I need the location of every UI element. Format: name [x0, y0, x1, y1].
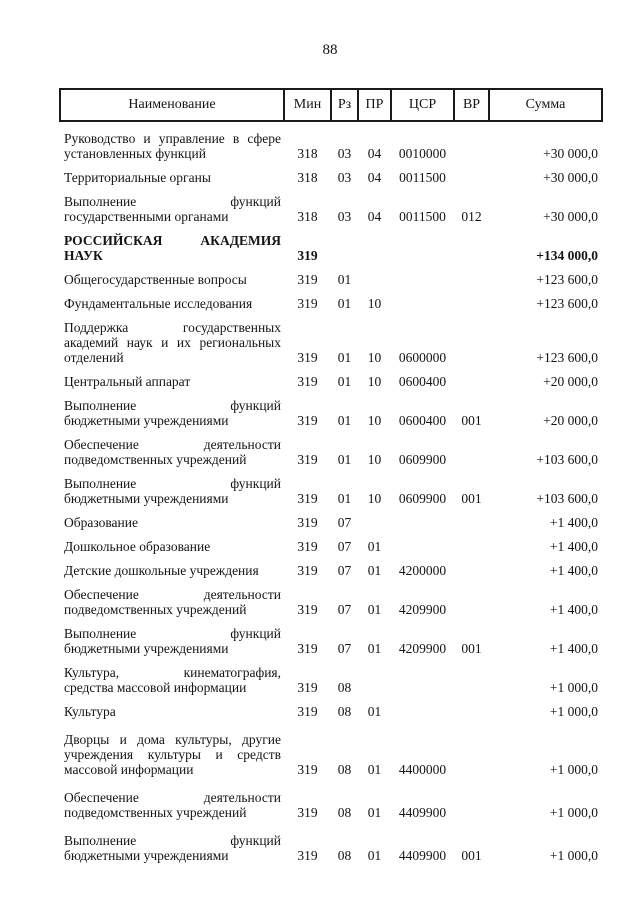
cell-pr: 01: [367, 602, 382, 617]
cell-csr: [391, 506, 454, 530]
cell-vr: [454, 530, 489, 554]
cell-pr: 10: [367, 452, 382, 467]
cell-pr: 01: [367, 704, 382, 719]
name-line: Дворцы и дома культуры, другие: [64, 732, 281, 747]
cell-rz: 01: [337, 491, 352, 506]
cell-vr: [454, 656, 489, 695]
name-line: бюджетными учреждениями: [64, 641, 229, 656]
cell-min: 319: [297, 848, 318, 863]
name-line: бюджетными учреждениями: [64, 413, 229, 428]
name-line: Выполнение функций: [64, 833, 281, 848]
cell-min: 319: [297, 563, 318, 578]
cell-csr: 0609900: [398, 452, 447, 467]
cell-name: [60, 121, 284, 161]
cell-rz: 01: [337, 374, 352, 389]
cell-name: [60, 389, 284, 428]
table-row: [60, 185, 602, 224]
cell-vr: [454, 311, 489, 365]
table-row: [60, 719, 602, 777]
cell-csr: 4209900: [398, 602, 447, 617]
cell-rz: [331, 224, 358, 263]
cell-pr: 04: [367, 209, 382, 224]
name-line: подведомственных учреждений: [64, 602, 247, 617]
cell-pr: [358, 224, 391, 263]
cell-csr: [391, 530, 454, 554]
cell-rz: 08: [337, 680, 352, 695]
cell-sum: +134 000,0: [536, 248, 598, 263]
table-row: [60, 554, 602, 578]
cell-vr: [454, 224, 489, 263]
cell-min: 319: [297, 413, 318, 428]
cell-min: 319: [297, 704, 318, 719]
name-line: бюджетными учреждениями: [64, 848, 229, 863]
cell-name: [60, 554, 284, 578]
cell-csr: 0600000: [398, 350, 447, 365]
name-line: Фундаментальные исследования: [64, 296, 253, 311]
table-header: [60, 89, 602, 121]
cell-pr: [358, 506, 391, 530]
name-line: Выполнение функций: [64, 626, 281, 641]
cell-rz: 01: [337, 296, 352, 311]
cell-rz: 08: [337, 762, 352, 777]
cell-min: 319: [297, 374, 318, 389]
cell-pr: 04: [367, 170, 382, 185]
table-row: [60, 263, 602, 287]
cell-vr: 012: [461, 209, 482, 224]
cell-rz: 07: [337, 602, 352, 617]
cell-sum: +1 000,0: [549, 680, 598, 695]
cell-sum: +123 600,0: [536, 350, 598, 365]
cell-csr: 0011500: [399, 209, 446, 224]
name-line: РОССИЙСКАЯ АКАДЕМИЯ: [64, 233, 281, 248]
name-line: бюджетными учреждениями: [64, 491, 229, 506]
cell-vr: [454, 777, 489, 820]
cell-name: [60, 695, 284, 719]
cell-rz: 07: [337, 563, 352, 578]
cell-min: 319: [297, 680, 318, 695]
cell-name: [60, 263, 284, 287]
cell-vr: [454, 287, 489, 311]
cell-name: [60, 820, 284, 863]
cell-min: 319: [297, 296, 318, 311]
cell-min: 319: [297, 539, 318, 554]
cell-rz: 01: [337, 350, 352, 365]
table-row: [60, 121, 602, 161]
cell-pr: 10: [367, 350, 382, 365]
cell-rz: 07: [337, 641, 352, 656]
table-row: [60, 467, 602, 506]
name-line: Поддержка государственных: [64, 320, 281, 335]
cell-vr: 001: [461, 641, 482, 656]
cell-rz: 08: [337, 805, 352, 820]
cell-csr: [391, 263, 454, 287]
column-header-csr: ЦСР: [391, 89, 454, 121]
cell-min: 319: [297, 452, 318, 467]
cell-min: 319: [297, 350, 318, 365]
table-row: [60, 777, 602, 820]
cell-pr: 10: [367, 374, 382, 389]
cell-rz: 08: [337, 704, 352, 719]
cell-name: [60, 506, 284, 530]
name-line: Выполнение функций: [64, 194, 281, 209]
cell-vr: [454, 428, 489, 467]
cell-vr: [454, 161, 489, 185]
table-row: [60, 617, 602, 656]
cell-csr: 0010000: [398, 146, 447, 161]
cell-pr: 10: [367, 491, 382, 506]
cell-pr: 01: [367, 641, 382, 656]
cell-name: [60, 530, 284, 554]
cell-vr: [454, 554, 489, 578]
table-row: [60, 656, 602, 695]
cell-sum: +20 000,0: [543, 374, 598, 389]
cell-rz: 08: [337, 848, 352, 863]
cell-pr: [358, 263, 391, 287]
name-line: подведомственных учреждений: [64, 805, 247, 820]
name-line: Культура: [64, 704, 116, 719]
cell-min: 319: [297, 248, 318, 263]
cell-name: [60, 777, 284, 820]
cell-rz: 01: [337, 272, 352, 287]
cell-min: 319: [297, 805, 318, 820]
cell-sum: +30 000,0: [543, 170, 598, 185]
name-line: Выполнение функций: [64, 398, 281, 413]
table-row: [60, 506, 602, 530]
cell-pr: 01: [367, 563, 382, 578]
column-header-name: Наименование: [60, 89, 284, 121]
cell-sum: +123 600,0: [536, 272, 598, 287]
name-line: средства массовой информации: [64, 680, 247, 695]
cell-pr: 01: [367, 848, 382, 863]
cell-csr: 4409900: [398, 848, 447, 863]
cell-rz: 03: [337, 209, 352, 224]
cell-min: 319: [297, 272, 318, 287]
cell-name: [60, 578, 284, 617]
name-line: государственными органами: [64, 209, 229, 224]
cell-name: [60, 719, 284, 777]
name-line: массовой информации: [64, 762, 194, 777]
cell-vr: 001: [461, 413, 482, 428]
cell-csr: 0609900: [398, 491, 447, 506]
cell-name: [60, 287, 284, 311]
table-row: [60, 287, 602, 311]
cell-vr: 001: [461, 848, 482, 863]
cell-sum: +20 000,0: [543, 413, 598, 428]
name-line: Обеспечение деятельности: [64, 587, 281, 602]
cell-sum: +1 000,0: [549, 848, 598, 863]
name-line: академий наук и их региональных: [64, 335, 281, 350]
column-header-vr: ВР: [454, 89, 489, 121]
cell-sum: +103 600,0: [536, 491, 598, 506]
name-line: Детские дошкольные учреждения: [64, 563, 259, 578]
cell-min: 318: [297, 209, 318, 224]
table-row: [60, 365, 602, 389]
cell-csr: 4400000: [398, 762, 447, 777]
table-body: [60, 121, 602, 863]
table-row: [60, 311, 602, 365]
column-header-min: Мин: [284, 89, 331, 121]
column-header-rz: Рз: [331, 89, 358, 121]
cell-min: 319: [297, 515, 318, 530]
cell-csr: 0011500: [399, 170, 446, 185]
cell-pr: 10: [367, 413, 382, 428]
cell-csr: [391, 287, 454, 311]
cell-name: [60, 185, 284, 224]
cell-rz: 07: [337, 539, 352, 554]
cell-csr: [391, 656, 454, 695]
table-row: [60, 389, 602, 428]
cell-vr: [454, 578, 489, 617]
cell-name: [60, 617, 284, 656]
table-row: [60, 224, 602, 263]
table-row: [60, 530, 602, 554]
cell-pr: 01: [367, 805, 382, 820]
cell-pr: 01: [367, 762, 382, 777]
cell-name: [60, 656, 284, 695]
cell-vr: [454, 365, 489, 389]
name-line: Дошкольное образование: [64, 539, 211, 554]
name-line: Образование: [64, 515, 138, 530]
cell-min: 319: [297, 602, 318, 617]
cell-vr: [454, 719, 489, 777]
name-line: Выполнение функций: [64, 476, 281, 491]
cell-sum: +1 400,0: [549, 515, 598, 530]
cell-min: 318: [297, 146, 318, 161]
cell-name: [60, 161, 284, 185]
cell-name: [60, 428, 284, 467]
name-line: Территориальные органы: [64, 170, 211, 185]
cell-rz: 01: [337, 413, 352, 428]
cell-csr: 0600400: [398, 413, 447, 428]
cell-vr: [454, 121, 489, 161]
name-line: НАУК: [64, 248, 103, 263]
name-line: Руководство и управление в сфере: [64, 131, 281, 146]
cell-name: [60, 311, 284, 365]
cell-sum: +1 000,0: [549, 762, 598, 777]
cell-rz: 07: [337, 515, 352, 530]
cell-vr: [454, 695, 489, 719]
cell-sum: +1 000,0: [549, 704, 598, 719]
cell-csr: 0600400: [398, 374, 447, 389]
cell-sum: +123 600,0: [536, 296, 598, 311]
budget-table: [59, 88, 603, 863]
cell-pr: 01: [367, 539, 382, 554]
cell-csr: [391, 224, 454, 263]
cell-sum: +1 000,0: [549, 805, 598, 820]
name-line: Общегосударственные вопросы: [64, 272, 247, 287]
name-line: Культура, кинематография,: [64, 665, 281, 680]
cell-rz: 03: [337, 170, 352, 185]
name-line: учреждения культуры и средств: [64, 747, 281, 762]
cell-name: [60, 224, 284, 263]
cell-sum: +1 400,0: [549, 602, 598, 617]
table-row: [60, 578, 602, 617]
name-line: подведомственных учреждений: [64, 452, 247, 467]
name-line: Обеспечение деятельности: [64, 790, 281, 805]
page-number: 88: [322, 42, 338, 58]
cell-pr: 10: [367, 296, 382, 311]
name-line: Центральный аппарат: [64, 374, 191, 389]
cell-min: 319: [297, 491, 318, 506]
cell-vr: 001: [461, 491, 482, 506]
name-line: установленных функций: [64, 146, 206, 161]
name-line: Обеспечение деятельности: [64, 437, 281, 452]
cell-csr: 4409900: [398, 805, 447, 820]
cell-csr: 4209900: [398, 641, 447, 656]
cell-sum: +103 600,0: [536, 452, 598, 467]
cell-sum: +1 400,0: [549, 539, 598, 554]
cell-min: 318: [297, 170, 318, 185]
column-header-pr: ПР: [358, 89, 391, 121]
column-header-sum: Сумма: [489, 89, 602, 121]
cell-min: 319: [297, 762, 318, 777]
cell-name: [60, 467, 284, 506]
cell-vr: [454, 263, 489, 287]
cell-pr: [358, 656, 391, 695]
cell-pr: 04: [367, 146, 382, 161]
cell-vr: [454, 506, 489, 530]
cell-min: 319: [297, 641, 318, 656]
header-row: [60, 89, 602, 121]
cell-sum: +1 400,0: [549, 641, 598, 656]
cell-rz: 01: [337, 452, 352, 467]
cell-csr: [391, 695, 454, 719]
table-row: [60, 820, 602, 863]
cell-sum: +1 400,0: [549, 563, 598, 578]
cell-sum: +30 000,0: [543, 209, 598, 224]
table-row: [60, 161, 602, 185]
cell-name: [60, 365, 284, 389]
table-row: [60, 428, 602, 467]
cell-sum: +30 000,0: [543, 146, 598, 161]
name-line: отделений: [64, 350, 124, 365]
table-row: [60, 695, 602, 719]
cell-rz: 03: [337, 146, 352, 161]
cell-csr: 4200000: [398, 563, 447, 578]
